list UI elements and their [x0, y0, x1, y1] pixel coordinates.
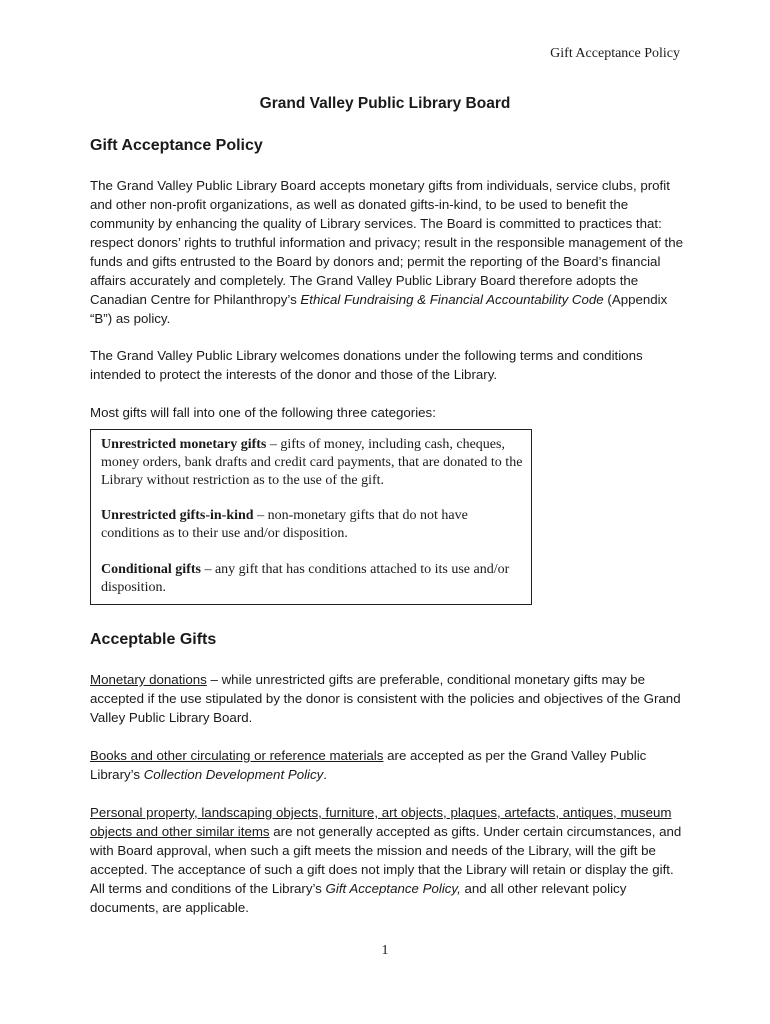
gift-categories-box	[90, 429, 532, 605]
intro-end: (Appendix “B”) as policy.	[90, 292, 668, 326]
monetary-text: – while unrestricted gifts are preferable, conditional monetary gifts may be accepted if the use stipulated by the donor is consistent with the policies and objectives of the Grand Valley Public Library Board.	[90, 672, 681, 725]
property-label: Personal property, landscaping objects, furniture, art objects, plaques, artefacts, antiques, museum objects and other similar items	[90, 805, 672, 839]
category-item	[101, 507, 526, 543]
books-end: .	[323, 767, 327, 782]
category-item	[101, 561, 526, 597]
books-paragraph	[90, 746, 690, 784]
category-term: Conditional gifts	[101, 562, 201, 577]
intro-code-title: Ethical Fundraising & Financial Accountability Code	[300, 292, 604, 307]
category-definition: – gifts of money, including cash, cheques, money orders, bank drafts and credit card payments, that are donated to the Library without restriction as to the use of the gift.	[101, 437, 523, 488]
document-title: Grand Valley Public Library Board	[259, 95, 511, 112]
category-term: Unrestricted monetary gifts	[101, 437, 267, 452]
section-heading-acceptable-gifts: Acceptable Gifts	[90, 631, 217, 648]
property-paragraph	[90, 803, 690, 917]
intro-text: The Grand Valley Public Library Board accepts monetary gifts from individuals, service clubs, profit and other non-profit organizations, as well as donated gifts-in-kind, to be used to benefit the community by enhancing the quality of Library services. The Board is committed to practices that: respect donors’ rights to truthful information and privacy; result in the responsible management of the funds and gifts entrusted to the Board by donors and; permit the reporting of the Board’s financial affairs accurately and completely. The Grand Valley Public Library Board therefore adopts the Canadian Centre for Philanthropy’s	[90, 178, 684, 307]
property-text: are not generally accepted as gifts. Under certain circumstances, and with Board approval, when such a gift meets the mission and needs of the Library, will the gift be accepted. The acceptance of such a gift does not imply that the Library will retain or display the gift. All terms and conditions of the Library’s	[90, 824, 682, 896]
categories-intro: Most gifts will fall into one of the following three categories:	[90, 405, 436, 420]
property-end: and all other relevant policy documents, are applicable.	[90, 881, 627, 915]
category-item	[101, 436, 526, 490]
running-header: Gift Acceptance Policy	[550, 46, 680, 61]
category-term: Unrestricted gifts-in-kind	[101, 508, 254, 523]
welcome-paragraph: The Grand Valley Public Library welcomes donations under the following terms and conditions intended to protect the interests of the donor and those of the Library.	[90, 348, 643, 382]
page-number: 1	[381, 943, 389, 958]
section-heading-gift-acceptance-policy: Gift Acceptance Policy	[90, 137, 263, 154]
intro-paragraph	[90, 176, 690, 328]
books-policy-title: Collection Development Policy	[143, 767, 324, 782]
books-text: are accepted as per the Grand Valley Public Library’s	[90, 748, 647, 782]
category-definition: – any gift that has conditions attached to its use and/or disposition.	[101, 562, 510, 595]
monetary-label: Monetary donations	[90, 672, 207, 687]
monetary-paragraph	[90, 670, 690, 727]
books-label: Books and other circulating or reference materials	[90, 748, 384, 763]
category-definition: – non-monetary gifts that do not have conditions as to their use and/or disposition.	[101, 508, 468, 541]
property-policy-title: Gift Acceptance Policy,	[325, 881, 461, 896]
